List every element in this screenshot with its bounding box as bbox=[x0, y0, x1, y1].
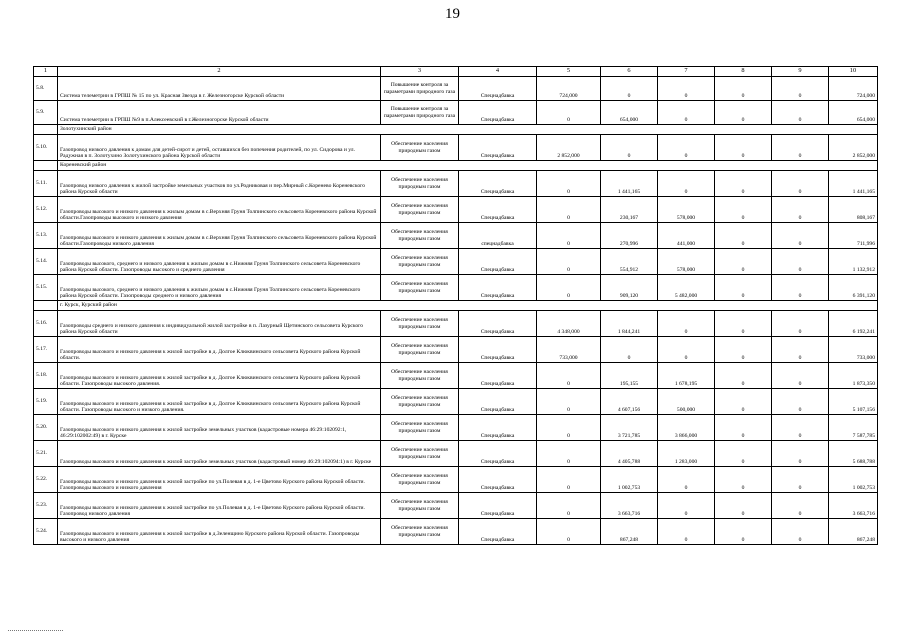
object-name-cell: Система телеметрии в ГРПШ №9 в п.Алексеевский в г.Железногорске Курской области bbox=[58, 101, 381, 125]
table-row bbox=[34, 77, 878, 101]
value-cell: 2 852,000 bbox=[537, 135, 601, 161]
value-cell: 0 bbox=[537, 467, 601, 493]
value-cell: 0 bbox=[772, 223, 829, 249]
purpose-cell: Обеспечение населения природным газом bbox=[381, 249, 459, 275]
total-cell: 724,000 bbox=[829, 77, 878, 101]
value-cell: 0 bbox=[715, 415, 772, 441]
total-cell: 3 663,716 bbox=[829, 493, 878, 519]
section-row bbox=[34, 301, 878, 311]
purpose-cell: Обеспечение населения природным газом bbox=[381, 519, 459, 545]
value-cell: 0 bbox=[772, 275, 829, 301]
column-header: 4 bbox=[459, 67, 537, 77]
funding-source-cell: Спецнадбавка bbox=[459, 467, 537, 493]
total-cell: 1 132,912 bbox=[829, 249, 878, 275]
funding-source-cell: Спецнадбавка bbox=[459, 135, 537, 161]
funding-source-cell: спецнадбавка bbox=[459, 223, 537, 249]
total-cell: 733,000 bbox=[829, 337, 878, 363]
value-cell: 0 bbox=[537, 171, 601, 197]
value-cell: 1 002,753 bbox=[601, 467, 658, 493]
purpose-cell: Повышение контроля за параметрами природного газа bbox=[381, 77, 459, 101]
value-cell: 441,000 bbox=[658, 223, 715, 249]
value-cell: 0 bbox=[772, 77, 829, 101]
value-cell: 0 bbox=[715, 249, 772, 275]
section-blank-cell bbox=[34, 125, 58, 135]
value-cell: 0 bbox=[537, 101, 601, 125]
value-cell: 733,000 bbox=[537, 337, 601, 363]
funding-source-cell: Спецнадбавка bbox=[459, 197, 537, 223]
object-name-cell: Газопроводы высокого, среднего и низкого давления к жилым домам в с.Нижняя Груня Толпинского сельсовета Кореневского района Курской области. Газопроводы среднего и низкого давления bbox=[58, 275, 381, 301]
purpose-cell: Обеспечение населения природным газом bbox=[381, 223, 459, 249]
object-name-cell: Газопроводы среднего и низкого давления к индивидуальной жилой застройке в п. Лазурный Щетинского сельсовета Курского района Курской области bbox=[58, 311, 381, 337]
total-cell: 1 002,753 bbox=[829, 467, 878, 493]
section-row bbox=[34, 125, 878, 135]
object-name-cell: Газопроводы высокого и низкого давления к жилой застройке в д. Долгое Клюквинского сельсовета Курского района Курской области. Газопроводы высокого и низкого давления. bbox=[58, 389, 381, 415]
total-cell: 808,167 bbox=[829, 197, 878, 223]
value-cell: 230,167 bbox=[601, 197, 658, 223]
row-number-cell: 5.14. bbox=[34, 249, 58, 275]
value-cell: 909,120 bbox=[601, 275, 658, 301]
column-header: 5 bbox=[537, 67, 601, 77]
column-header: 1 bbox=[34, 67, 58, 77]
value-cell: 0 bbox=[772, 493, 829, 519]
table-row bbox=[34, 311, 878, 337]
column-header: 8 bbox=[715, 67, 772, 77]
row-number-cell: 5.23. bbox=[34, 493, 58, 519]
total-cell: 1 441,165 bbox=[829, 171, 878, 197]
value-cell: 3 866,000 bbox=[658, 415, 715, 441]
funding-source-cell: Спецнадбавка bbox=[459, 337, 537, 363]
section-title: Кореневский район bbox=[58, 161, 878, 171]
value-cell: 0 bbox=[715, 77, 772, 101]
object-name-cell: Газопроводы высокого и низкого давления к жилой застройке в д. Долгое Клюквинского сельсовета Курского района Курской области. Газопроводы высокого давления. bbox=[58, 363, 381, 389]
object-name-cell: Газопроводы высокого и низкого давления к жилой застройке по ул.Полевая в д. 1-е Цветово Курского района Курской области. Газопровод низкого давления bbox=[58, 493, 381, 519]
purpose-cell: Обеспечение населения природным газом bbox=[381, 337, 459, 363]
table-row bbox=[34, 467, 878, 493]
object-name-cell: Газопроводы высокого и низкого давления к жилой застройке в д. Долгое Клюквинского сельсовета Курского района Курской области. bbox=[58, 337, 381, 363]
funding-source-cell: Спецнадбавка bbox=[459, 493, 537, 519]
row-number-cell: 5.20. bbox=[34, 415, 58, 441]
column-header: 10 bbox=[829, 67, 878, 77]
value-cell: 0 bbox=[537, 197, 601, 223]
funding-source-cell: Спецнадбавка bbox=[459, 171, 537, 197]
row-number-cell: 5.16. bbox=[34, 311, 58, 337]
table-row bbox=[34, 337, 878, 363]
row-number-cell: 5.10. bbox=[34, 135, 58, 161]
row-number-cell: 5.12. bbox=[34, 197, 58, 223]
value-cell: 3 721,785 bbox=[601, 415, 658, 441]
column-header: 9 bbox=[772, 67, 829, 77]
table-row bbox=[34, 389, 878, 415]
column-number-row bbox=[34, 67, 878, 77]
total-cell: 654,000 bbox=[829, 101, 878, 125]
funding-source-cell: Спецнадбавка bbox=[459, 311, 537, 337]
value-cell: 0 bbox=[772, 441, 829, 467]
value-cell: 0 bbox=[658, 101, 715, 125]
table-body bbox=[34, 67, 878, 545]
total-cell: 2 852,000 bbox=[829, 135, 878, 161]
value-cell: 1 844,241 bbox=[601, 311, 658, 337]
column-header: 6 bbox=[601, 67, 658, 77]
value-cell: 1 283,000 bbox=[658, 441, 715, 467]
purpose-cell: Обеспечение населения природным газом bbox=[381, 467, 459, 493]
value-cell: 578,000 bbox=[658, 197, 715, 223]
funding-source-cell: Спецнадбавка bbox=[459, 77, 537, 101]
total-cell: 5 688,788 bbox=[829, 441, 878, 467]
value-cell: 0 bbox=[772, 389, 829, 415]
object-name-cell: Газопроводы высокого и низкого давления к жилым домам в с.Верхняя Груня Толпинского сельсовета Кореневского района Курской области.Газопроводы высокого и низкого давления bbox=[58, 197, 381, 223]
value-cell: 4 607,156 bbox=[601, 389, 658, 415]
table-row bbox=[34, 101, 878, 125]
purpose-cell: Обеспечение населения природным газом bbox=[381, 275, 459, 301]
value-cell: 0 bbox=[772, 467, 829, 493]
value-cell: 0 bbox=[537, 441, 601, 467]
value-cell: 0 bbox=[772, 101, 829, 125]
object-name-cell: Газопроводы высокого и низкого давления к жилой застройке земельных участков (кадастровый номер 46:29:102094:1) в г. Курске bbox=[58, 441, 381, 467]
funding-source-cell: Спецнадбавка bbox=[459, 101, 537, 125]
object-name-cell: Газопроводы высокого и низкого давления к жилой застройке земельных участков (кадастровые номера 46:29:102092:1, 46:29:102002:49) в г. Курске bbox=[58, 415, 381, 441]
purpose-cell: Обеспечение населения природным газом bbox=[381, 415, 459, 441]
page-number: 19 bbox=[445, 6, 460, 22]
section-blank-cell bbox=[34, 301, 58, 311]
purpose-cell: Обеспечение населения природным газом bbox=[381, 311, 459, 337]
value-cell: 0 bbox=[658, 135, 715, 161]
value-cell: 0 bbox=[537, 389, 601, 415]
value-cell: 0 bbox=[715, 363, 772, 389]
purpose-cell: Обеспечение населения природным газом bbox=[381, 363, 459, 389]
column-header: 2 bbox=[58, 67, 381, 77]
value-cell: 0 bbox=[772, 171, 829, 197]
value-cell: 0 bbox=[715, 519, 772, 545]
investment-program-table bbox=[33, 66, 878, 545]
value-cell: 0 bbox=[715, 493, 772, 519]
value-cell: 5 482,000 bbox=[658, 275, 715, 301]
row-number-cell: 5.13. bbox=[34, 223, 58, 249]
value-cell: 554,912 bbox=[601, 249, 658, 275]
value-cell: 0 bbox=[715, 101, 772, 125]
section-title: г. Курск, Курский район bbox=[58, 301, 878, 311]
value-cell: 0 bbox=[658, 467, 715, 493]
row-number-cell: 5.24. bbox=[34, 519, 58, 545]
value-cell: 0 bbox=[537, 223, 601, 249]
table-row bbox=[34, 519, 878, 545]
value-cell: 578,000 bbox=[658, 249, 715, 275]
value-cell: 4 405,788 bbox=[601, 441, 658, 467]
object-name-cell: Система телеметрии в ГРПШ № 15 по ул. Красная Звезда в г. Железногорске Курской области bbox=[58, 77, 381, 101]
value-cell: 0 bbox=[715, 223, 772, 249]
value-cell: 0 bbox=[772, 415, 829, 441]
value-cell: 1 441,165 bbox=[601, 171, 658, 197]
value-cell: 0 bbox=[537, 493, 601, 519]
value-cell: 500,000 bbox=[658, 389, 715, 415]
row-number-cell: 5.17. bbox=[34, 337, 58, 363]
purpose-cell: Обеспечение населения природным газом bbox=[381, 171, 459, 197]
value-cell: 0 bbox=[772, 363, 829, 389]
purpose-cell: Обеспечение населения природным газом bbox=[381, 135, 459, 161]
value-cell: 0 bbox=[715, 311, 772, 337]
table-row bbox=[34, 249, 878, 275]
value-cell: 0 bbox=[715, 467, 772, 493]
total-cell: 867,248 bbox=[829, 519, 878, 545]
purpose-cell: Обеспечение населения природным газом bbox=[381, 441, 459, 467]
value-cell: 0 bbox=[537, 519, 601, 545]
object-name-cell: Газопровод низкого давления к жилой застройке земельных участков по ул.Родниковая и пер.Мирный с.Коренево Кореневского района Курской области bbox=[58, 171, 381, 197]
value-cell: 0 bbox=[772, 337, 829, 363]
value-cell: 0 bbox=[715, 389, 772, 415]
total-cell: 5 107,156 bbox=[829, 389, 878, 415]
row-number-cell: 5.11. bbox=[34, 171, 58, 197]
funding-source-cell: Спецнадбавка bbox=[459, 389, 537, 415]
value-cell: 654,000 bbox=[601, 101, 658, 125]
funding-source-cell: Спецнадбавка bbox=[459, 275, 537, 301]
object-name-cell: Газопроводы высокого и низкого давления к жилой застройке по ул.Полевая в д. 1-е Цветово Курского района Курской области. Газопроводы высокого и низкого давления bbox=[58, 467, 381, 493]
table-row bbox=[34, 441, 878, 467]
row-number-cell: 5.18. bbox=[34, 363, 58, 389]
value-cell: 724,000 bbox=[537, 77, 601, 101]
table-row bbox=[34, 223, 878, 249]
total-cell: 6 192,241 bbox=[829, 311, 878, 337]
total-cell: 711,996 bbox=[829, 223, 878, 249]
row-number-cell: 5.15. bbox=[34, 275, 58, 301]
row-number-cell: 5.21. bbox=[34, 441, 58, 467]
total-cell: 7 587,785 bbox=[829, 415, 878, 441]
object-name-cell: Газопроводы высокого, среднего и низкого давления к жилым домам в с.Нижняя Груня Толпинского сельсовета Кореневского района Курской области. Газопроводы высокого и среднего давления bbox=[58, 249, 381, 275]
table-row bbox=[34, 135, 878, 161]
value-cell: 0 bbox=[715, 135, 772, 161]
value-cell: 0 bbox=[658, 519, 715, 545]
value-cell: 0 bbox=[772, 519, 829, 545]
funding-source-cell: Спецнадбавка bbox=[459, 249, 537, 275]
value-cell: 0 bbox=[658, 493, 715, 519]
funding-source-cell: Спецнадбавка bbox=[459, 415, 537, 441]
table-row bbox=[34, 197, 878, 223]
value-cell: 0 bbox=[658, 171, 715, 197]
value-cell: 0 bbox=[715, 197, 772, 223]
column-header: 3 bbox=[381, 67, 459, 77]
section-title: Золотухинский район bbox=[58, 125, 878, 135]
value-cell: 4 348,000 bbox=[537, 311, 601, 337]
funding-source-cell: Спецнадбавка bbox=[459, 519, 537, 545]
value-cell: 0 bbox=[537, 249, 601, 275]
row-number-cell: 5.22. bbox=[34, 467, 58, 493]
table-row bbox=[34, 275, 878, 301]
value-cell: 270,996 bbox=[601, 223, 658, 249]
object-name-cell: Газопровод низкого давления к домам для детей-сирот и детей, оставшихся без попечения родителей, по ул. Сидорова и ул. Радужная в п. Золотухино Золотухинского района Курской области bbox=[58, 135, 381, 161]
scan-edge-mark bbox=[8, 628, 63, 631]
table-row bbox=[34, 363, 878, 389]
value-cell: 0 bbox=[715, 171, 772, 197]
value-cell: 0 bbox=[772, 135, 829, 161]
value-cell: 0 bbox=[715, 337, 772, 363]
table-row bbox=[34, 171, 878, 197]
object-name-cell: Газопроводы высокого и низкого давления к жилым домам в с.Верхняя Груня Толпинского сельсовета Кореневского района Курской области.Газопроводы низкого давления bbox=[58, 223, 381, 249]
value-cell: 195,155 bbox=[601, 363, 658, 389]
value-cell: 0 bbox=[772, 249, 829, 275]
row-number-cell: 5.19. bbox=[34, 389, 58, 415]
column-header: 7 bbox=[658, 67, 715, 77]
value-cell: 867,248 bbox=[601, 519, 658, 545]
purpose-cell: Повышение контроля за параметрами природного газа bbox=[381, 101, 459, 125]
value-cell: 0 bbox=[601, 135, 658, 161]
value-cell: 0 bbox=[658, 337, 715, 363]
purpose-cell: Обеспечение населения природным газом bbox=[381, 197, 459, 223]
value-cell: 3 663,716 bbox=[601, 493, 658, 519]
funding-source-cell: Спецнадбавка bbox=[459, 441, 537, 467]
value-cell: 0 bbox=[772, 197, 829, 223]
purpose-cell: Обеспечение населения природным газом bbox=[381, 493, 459, 519]
section-row bbox=[34, 161, 878, 171]
table-row bbox=[34, 493, 878, 519]
purpose-cell: Обеспечение населения природным газом bbox=[381, 389, 459, 415]
total-cell: 1 873,350 bbox=[829, 363, 878, 389]
value-cell: 0 bbox=[601, 337, 658, 363]
value-cell: 0 bbox=[772, 311, 829, 337]
value-cell: 0 bbox=[537, 363, 601, 389]
object-name-cell: Газопроводы высокого и низкого давления к жилой застройке в д.Зеленщино Курского района Курской области. Газопроводы высокого и низкого давления bbox=[58, 519, 381, 545]
value-cell: 0 bbox=[658, 77, 715, 101]
value-cell: 0 bbox=[658, 311, 715, 337]
table-row bbox=[34, 415, 878, 441]
value-cell: 0 bbox=[601, 77, 658, 101]
row-number-cell: 5.8. bbox=[34, 77, 58, 101]
value-cell: 0 bbox=[537, 415, 601, 441]
value-cell: 0 bbox=[715, 441, 772, 467]
value-cell: 1 678,195 bbox=[658, 363, 715, 389]
row-number-cell: 5.9. bbox=[34, 101, 58, 125]
total-cell: 6 391,120 bbox=[829, 275, 878, 301]
section-blank-cell bbox=[34, 161, 58, 171]
funding-source-cell: Спецнадбавка bbox=[459, 363, 537, 389]
value-cell: 0 bbox=[715, 275, 772, 301]
value-cell: 0 bbox=[537, 275, 601, 301]
